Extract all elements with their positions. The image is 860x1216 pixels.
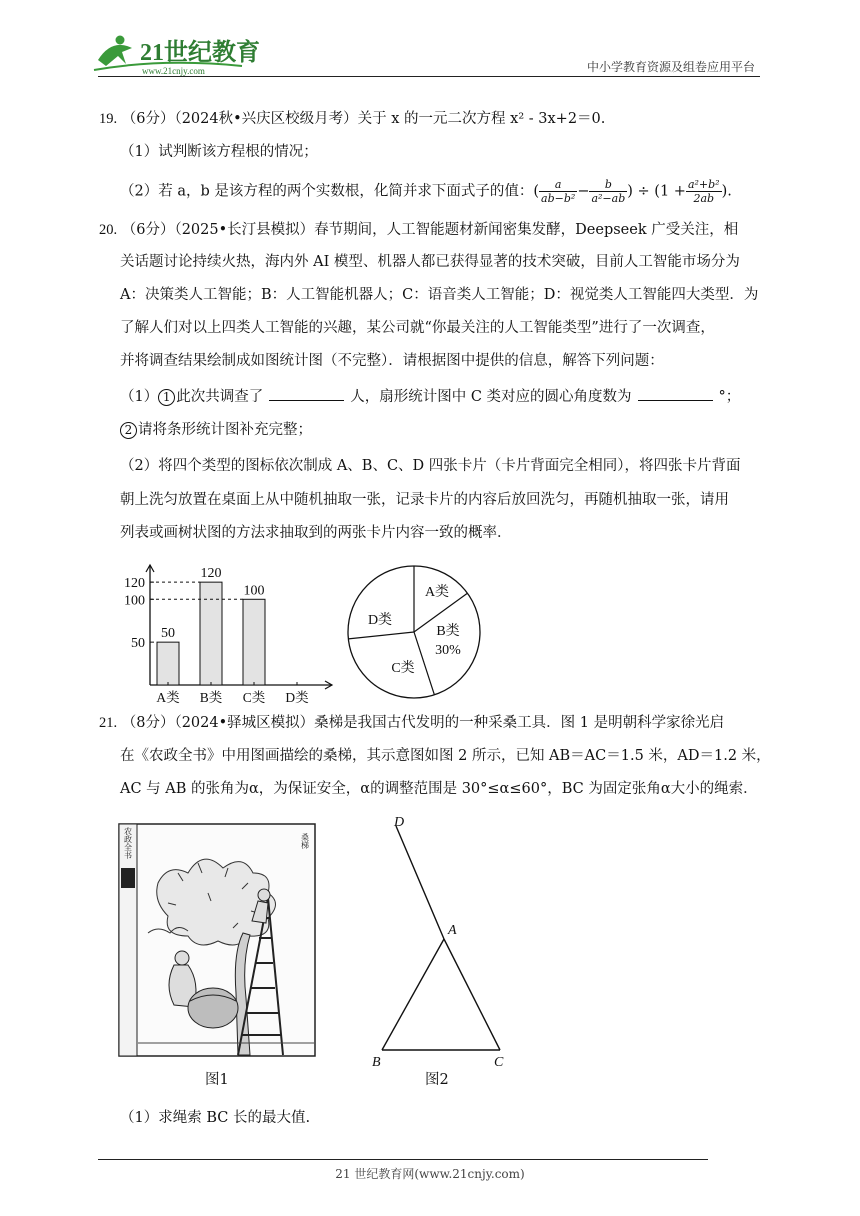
q20-sub2-line2: 朝上洗匀放置在桌面上从中随机抽取一张，记录卡片的内容后放回洗匀，再随机抽取一张，请用 [120, 492, 729, 508]
q20-line4: 了解人们对以上四类人工智能的兴趣，某公司就“你最关注的人工智能类型”进行了一次调查， [120, 320, 715, 336]
q19-line1 [99, 109, 605, 129]
pie-chart-group [348, 566, 480, 698]
q20-sub2-line3: 列表或画树状图的方法求抽取到的两张卡片内容一致的概率． [120, 525, 512, 541]
frac2-numerator: b [589, 178, 627, 192]
q19-mid: ) ÷ (1 + [627, 183, 686, 200]
q20-sub1-d: °； [718, 389, 741, 405]
q19-fraction-2 [589, 178, 627, 205]
q19-minus: − [577, 183, 590, 200]
bar-value-label-A类: 50 [161, 626, 175, 642]
q20-line5: 并将调查结果绘制成如图统计图（不完整）．请根据图中提供的信息，解答下列问题： [120, 353, 664, 369]
q20-text-1: （6分）（2025•长汀县模拟）春节期间，人工智能题材新闻密集发酵，Deepseek 广受关注，相 [121, 222, 739, 238]
triangle-diagram [382, 826, 500, 1050]
q19-sub1: （1）试判断该方程根的情况； [120, 144, 318, 160]
q21-line3: AC 与 AB 的张角为α，为保证安全，α的调整范围是 30°≤α≤60°，BC 为固定张角α大小的绳索． [120, 781, 758, 797]
answer-blank-2 [638, 386, 713, 401]
q19-text: （6分）（2024秋•兴庆区校级月考）关于 x 的一元二次方程 x² - 3x+2＝0. [121, 111, 606, 127]
bar-B类 [200, 582, 222, 685]
person-sitting-head [175, 951, 189, 965]
y-tick-label-120: 120 [124, 576, 145, 592]
q21-line1 [99, 713, 724, 733]
q20-line3: A：决策类人工智能；B：人工智能机器人；C：语音类人工智能；D：视觉类人工智能四大类型．为 [120, 287, 759, 303]
figure-1-illustration [118, 823, 318, 1061]
q19-fraction-3 [686, 178, 722, 205]
label-point-B: B [372, 1055, 381, 1070]
q19-end: ). [721, 183, 732, 200]
q19-sub2-prefix: （2）若 a，b 是该方程的两个实数根，化简并求下面式子的值：( [120, 183, 540, 200]
q20-sub2-line1: （2）将四个类型的图标依次制成 A、B、C、D 四张卡片（卡片背面完全相同），将四张卡片背面 [120, 458, 741, 474]
circled-number-2: 2 [120, 422, 137, 439]
pie-chart [340, 560, 490, 705]
bar-chart-group [124, 565, 332, 705]
pie-slice-label-D类: D类 [367, 613, 393, 628]
segment-AB [382, 939, 444, 1050]
q20-line2: 关话题讨论持续火热，海内外 AI 模型、机器人都已获得显著的技术突破，目前人工智能市场分为 [120, 254, 740, 270]
fig1-corner-text: 桑梯 [300, 833, 310, 849]
header-platform-text: 中小学教育资源及组卷应用平台 [586, 60, 755, 74]
segment-AC [444, 939, 500, 1050]
label-point-D: D [394, 815, 405, 830]
pie-percent-label-B: 30% [435, 643, 461, 658]
logo-text: 21世纪教育 [140, 40, 260, 66]
bar-C类 [243, 599, 265, 685]
q21-number: 21. [99, 715, 118, 731]
frac2-denominator: a²−ab [591, 192, 626, 205]
q21-text-1: （8分）（2024•驿城区模拟）桑梯是我国古代发明的一种采桑工具．图 1 是明朝科学家徐光启 [121, 715, 725, 731]
site-logo [92, 30, 282, 78]
q21-sub1: （1）求绳索 BC 长的最大值. [120, 1110, 311, 1126]
q19-number: 19. [99, 111, 118, 127]
footer-text: 21 世纪教育网(www.21cnjy.com) [335, 1167, 525, 1181]
y-tick-label-50: 50 [131, 636, 145, 652]
header-divider [98, 76, 760, 77]
figure-2-diagram [360, 812, 520, 1072]
figure-1-caption: 图1 [205, 1072, 229, 1088]
q20-sub1-a: （1） [120, 389, 159, 405]
pie-slice-label-B类: B类 [436, 624, 460, 639]
q19-sub2 [120, 178, 732, 205]
label-point-A: A [448, 923, 457, 938]
figure-2-caption: 图2 [425, 1072, 449, 1088]
x-tick-label-A类: A类 [156, 690, 180, 705]
logo-url: www.21cnjy.com [142, 66, 205, 76]
bar-value-label-C类: 100 [243, 583, 265, 599]
person-on-ladder-head [258, 889, 270, 901]
circled-number-1: 1 [158, 389, 175, 406]
label-point-C: C [494, 1055, 504, 1070]
bar-value-label-B类: 120 [200, 566, 222, 582]
q20-sub1-c: 人，扇形统计图中 C 类对应的圆心角度数为 [350, 389, 632, 405]
bar-chart [110, 555, 340, 710]
y-tick-label-100: 100 [124, 593, 145, 609]
frac3-denominator: 2ab [693, 192, 715, 205]
q20-sub1-e: 请将条形统计图补充完整； [138, 422, 312, 438]
frac1-denominator: ab−b² [541, 192, 576, 205]
q20-sub1-b: 此次共调查了 [176, 389, 264, 405]
q21-line2: 在《农政全书》中用图画描绘的桑梯，其示意图如图 2 所示，已知 AB＝AC＝1.5 米，AD＝1.2 米， [120, 748, 771, 764]
q20-line1 [99, 220, 738, 240]
q19-fraction-1 [539, 178, 577, 205]
q20-sub1-part2 [120, 420, 312, 440]
pie-slice-label-A类: A类 [424, 585, 450, 600]
q20-sub1 [120, 386, 740, 407]
footer-divider [98, 1159, 708, 1160]
x-tick-label-D类: D类 [285, 690, 309, 705]
basket [188, 988, 238, 1028]
bar-A类 [157, 642, 179, 685]
q20-number: 20. [99, 222, 118, 238]
x-tick-label-C类: C类 [242, 690, 266, 705]
segment-DA [396, 826, 444, 939]
frac3-numerator: a²+b² [687, 178, 720, 191]
pie-slice-label-C类: C类 [391, 661, 415, 676]
x-tick-label-B类: B类 [199, 690, 223, 705]
fig1-side-text: 农政全书 [123, 827, 133, 859]
answer-blank-1 [269, 386, 344, 401]
frac1-numerator: a [539, 178, 577, 192]
